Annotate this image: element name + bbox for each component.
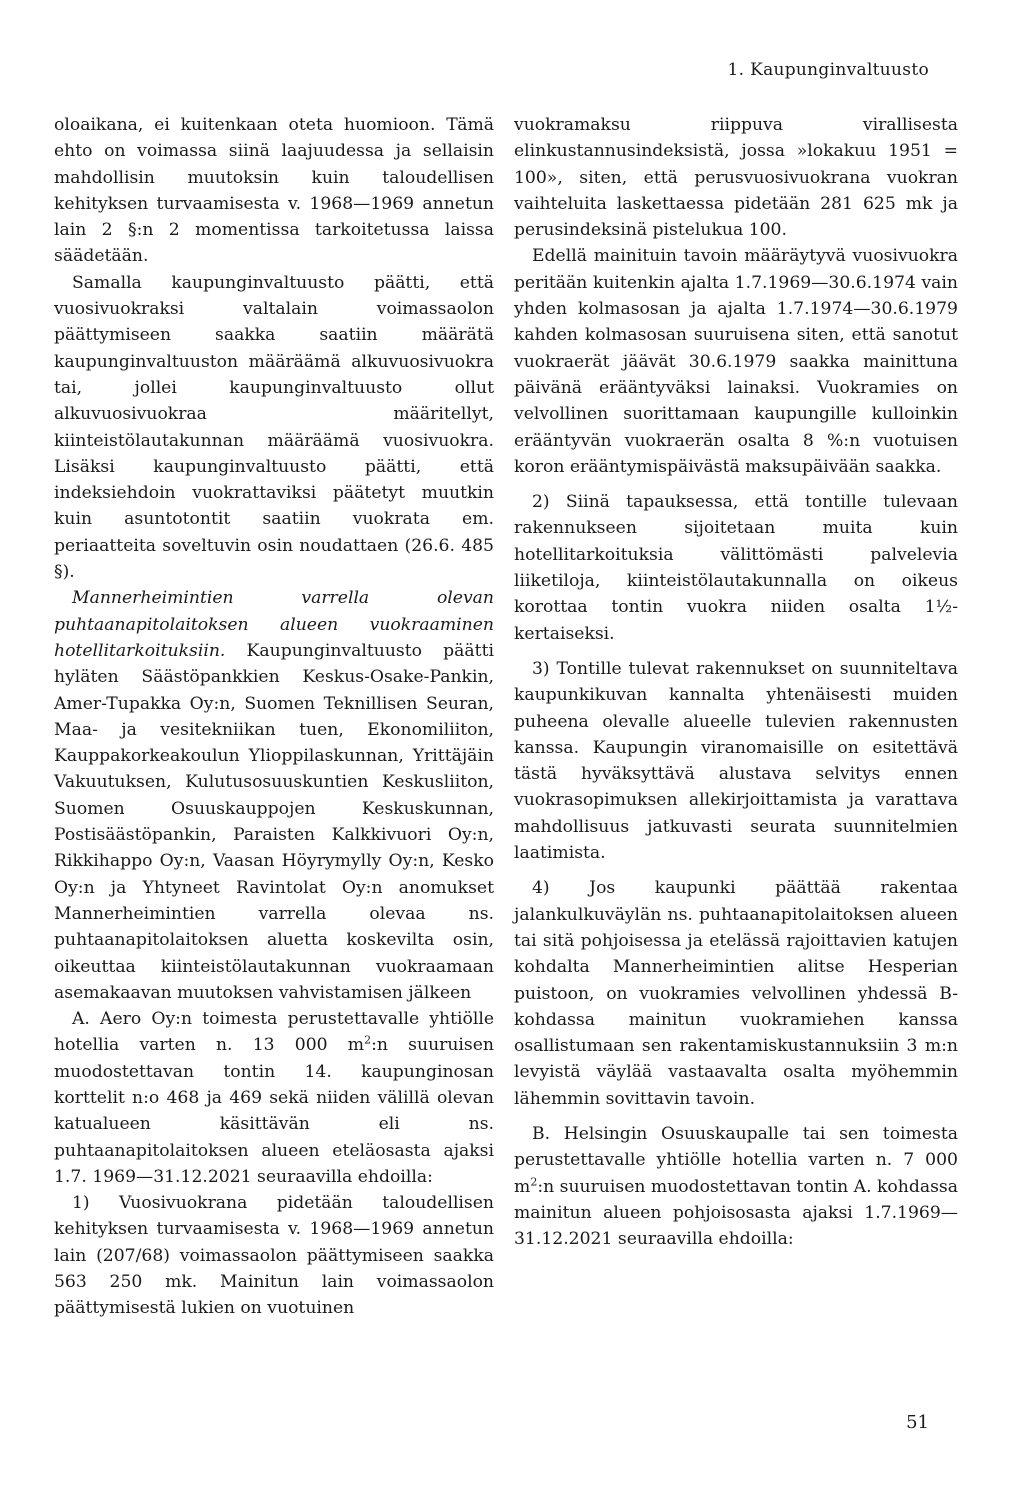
right-paragraph-6 bbox=[514, 1121, 958, 1252]
left-column bbox=[54, 112, 494, 1322]
page-number: 51 bbox=[906, 1412, 929, 1433]
left-paragraph-5: 1) Vuosivuokrana pidetään taloudellisen kehityksen turvaamisesta v. 1968—1969 annetun lain (207/68) voimassaolon päättymiseen saakka 563 250 mk. Mainitun lain voimassaolon päättymisestä lukien on vuotuinen bbox=[54, 1193, 494, 1319]
text-span: :n suuruisen muodostettavan tontin 14. kaupunginosan korttelit n:o 468 ja 469 sekä niiden välillä olevan katualueen käsittävän eli ns. puhtaanapitolaitoksen alueen eteläosasta ajaksi 1.7. 1969—31.12.2021 seuraavilla ehdoilla: bbox=[54, 1035, 494, 1187]
left-paragraph-2: Samalla kaupunginvaltuusto päätti, että vuosivuokraksi valtalain voimassaolon päättymiseen saakka saatiin määrätä kaupunginvaltuuston määräämä alkuvuosivuokra tai, jollei kaupunginvaltuusto ollut alkuvuosivuokraa määritellyt, kiinteistölautakunnan määräämä vuosivuokra. Lisäksi kaupunginvaltuusto päätti, että indeksiehdoin vuokrattaviksi päätetyt muutkin kuin asuntotontit saatiin vuokrata em. periaatteita soveltuvin osin noudattaen (26.6. 485 §). bbox=[54, 272, 494, 583]
right-paragraph-1: vuokramaksu riippuva virallisesta elinkustannusindeksistä, jossa »lokakuu 1951 = 100», siten, että perusvuosivuokrana vuokran vaihteluita laskettaessa pidetään 281 625 mk ja perusindeksinä pistelukua 100. bbox=[514, 115, 958, 241]
text-span: B. Helsingin Osuuskaupalle tai sen toimesta perustettavalle yhtiölle hotellia varten n. 7 000 m bbox=[514, 1123, 958, 1197]
section-heading: Mannerheimintien varrella olevan puhtaanapitolaitoksen alueen vuokraaminen hotellitarkoituksiin. bbox=[54, 588, 494, 661]
left-paragraph-4 bbox=[54, 1006, 494, 1190]
running-header: 1. Kaupunginvaltuusto bbox=[727, 60, 929, 80]
right-paragraph-3: 2) Siinä tapauksessa, että tontille tulevaan rakennukseen sijoitetaan muita kuin hotellitarkoituksia välittömästi palvelevia liiketiloja, kiinteistölautakunnalla on oikeus korottaa tontin vuokra niiden osalta 1½-kertaiseksi. bbox=[514, 492, 958, 644]
left-paragraph-1: oloaikana, ei kuitenkaan oteta huomioon. Tämä ehto on voimassa siinä laajuudessa ja sellaisin mahdollisin muutoksin kuin taloudellisen kehityksen turvaamisesta v. 1968—1969 annetun lain 2 §:n 2 momentissa tarkoitetussa laissa säädetään. bbox=[54, 115, 494, 267]
superscript: 2 bbox=[364, 1033, 372, 1047]
superscript: 2 bbox=[530, 1174, 538, 1188]
right-paragraph-5: 4) Jos kaupunki päättää rakentaa jalankulkuväylän ns. puhtaanapitolaitoksen alueen tai sitä pohjoisessa ja etelässä rajoittavien katujen kohdalta Mannerheimintien alitse Hesperian puistoon, on vuokramies velvollinen yhdessä B-kohdassa mainitun vuokramiehen kanssa osallistumaan sen rakentamiskustannuksiin 3 m:n levyistä väylää vastaavalta osalta myöhemmin lähemmin sovittavin tavoin. bbox=[514, 878, 958, 1109]
right-paragraph-2: Edellä mainituin tavoin määräytyvä vuosivuokra peritään kuitenkin ajalta 1.7.1969—30.6.1974 vain yhden kolmasosan ja ajalta 1.7.1974—30.6.1979 kahden kolmasosan suuruisena siten, että sanotut vuokraerät jäävät 30.6.1979 saakka mainittuna päivänä erääntyväksi lainaksi. Vuokramies on velvollinen suorittamaan kaupungille kulloinkin erääntyvän vuokraerän osalta 8 %:n vuotuisen koron erääntymispäivästä maksupäivään saakka. bbox=[514, 246, 958, 477]
section-body: Kaupunginvaltuusto päätti hyläten Säästöpankkien Keskus-Osake-Pankin, Amer-Tupakka Oy:n, Suomen Teknillisen Seuran, Maa- ja vesitekniikan tuen, Ekonomiliiton, Kauppakorkeakoulun Ylioppilaskunnan, Yrittäjäin Vakuutuksen, Kulutusosuuskuntien Keskusliiton, Suomen Osuuskauppojen Keskuskunnan, Postisäästöpankin, Paraisten Kalkkivuori Oy:n, Rikkihappo Oy:n, Vaasan Höyrymylly Oy:n, Kesko Oy:n ja Yhtyneet Ravintolat Oy:n anomukset Mannerheimintien varrella olevaa ns. puhtaanapitolaitoksen aluetta koskevilta osin, oikeuttaa kiinteistölautakunnan vuokraamaan asemakaavan muutoksen vahvistamisen jälkeen bbox=[54, 640, 494, 1003]
right-paragraph-4: 3) Tontille tulevat rakennukset on suunniteltava kaupunkikuvan kannalta yhtenäisesti muiden puheena olevalle alueelle tulevien rakennusten kanssa. Kaupungin viranomaisille on esitettävä tästä hyväksyttävä alustava selvitys ennen vuokrasopimuksen allekirjoittamista ja varattava mahdollisuus jatkuvasti seurata suunnitelmien laatimista. bbox=[514, 658, 958, 864]
text-span: A. Aero Oy:n toimesta perustettavalle yhtiölle hotellia varten n. 13 000 m bbox=[54, 1009, 494, 1056]
text-span: :n suuruisen muodostettavan tontin A. kohdassa mainitun alueen pohjoisosasta ajaksi 1.7.1969—31.12.2021 seuraavilla ehdoilla: bbox=[514, 1176, 958, 1250]
left-paragraph-3 bbox=[54, 585, 494, 1006]
right-column bbox=[514, 112, 958, 1252]
